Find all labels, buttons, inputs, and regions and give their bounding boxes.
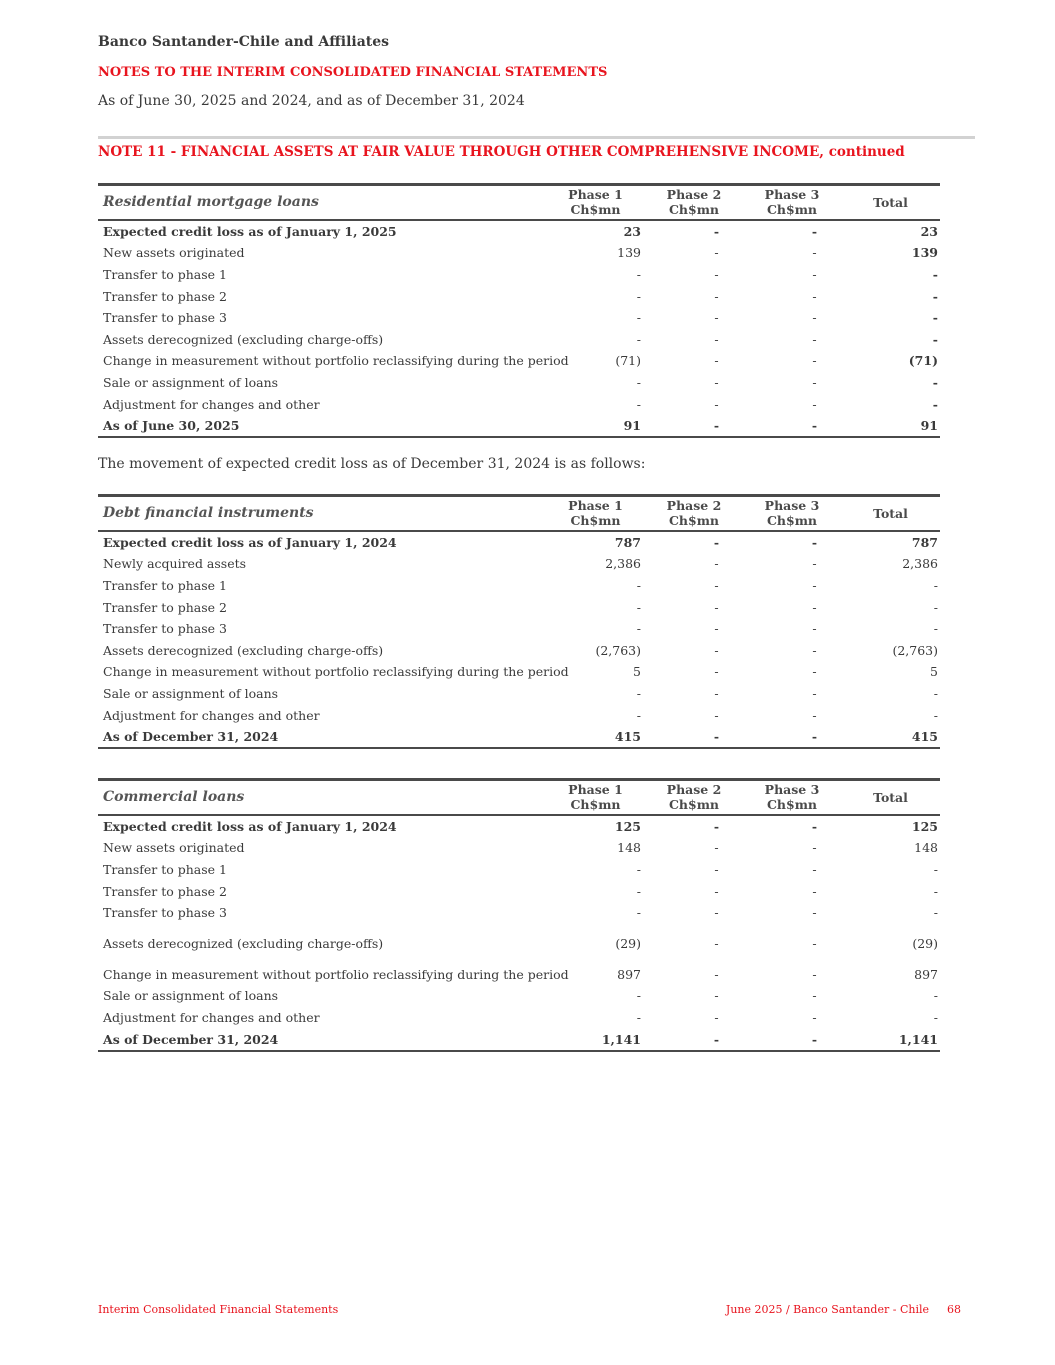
- page-number: 68: [947, 1303, 961, 1316]
- table-row: [98, 1028, 940, 1051]
- total-value: 2,386: [902, 556, 938, 572]
- column-header-total: Total: [841, 496, 940, 531]
- total-value: -: [932, 396, 938, 412]
- phase3-value: -: [812, 642, 817, 658]
- phase3-value: -: [743, 1028, 841, 1051]
- row-label: Transfer to phase 3: [103, 621, 227, 637]
- table-row: [98, 350, 940, 372]
- table-title: Residential mortgage loans: [98, 185, 546, 220]
- phase3-value: -: [812, 685, 817, 701]
- phase3-value: -: [812, 621, 817, 637]
- company-name: Banco Santander-Chile and Affiliates: [98, 34, 390, 50]
- phase1-value: -: [636, 266, 641, 282]
- total-value: 148: [914, 840, 938, 856]
- phase2-value: -: [713, 534, 720, 550]
- phase2-value: -: [713, 818, 720, 834]
- phase2-value: -: [714, 966, 719, 982]
- phase2-value: -: [714, 642, 719, 658]
- phase2-value: -: [714, 707, 719, 723]
- row-label: Change in measurement without portfolio reclassifying during the period: [103, 664, 569, 680]
- total-value: -: [933, 883, 938, 899]
- table-row: [98, 285, 940, 307]
- footer-date-bank: June 2025 / Banco Santander - Chile: [725, 1303, 929, 1316]
- phase3-value: -: [811, 223, 818, 239]
- phase3-value: -: [812, 374, 817, 390]
- phase2-value: -: [714, 556, 719, 572]
- table-row: [98, 902, 940, 924]
- phase1-value: 125: [614, 818, 641, 834]
- table-row: [98, 661, 940, 683]
- table-row: [98, 704, 940, 726]
- row-label: Assets derecognized (excluding charge-offs): [103, 331, 384, 347]
- row-label: As of December 31, 2024: [98, 726, 546, 749]
- footer-document-title: Interim Consolidated Financial Statements: [98, 1303, 339, 1316]
- table-row: [98, 985, 940, 1007]
- row-label: Transfer to phase 3: [103, 905, 227, 921]
- column-header-phase3: Phase 3 Ch$mn: [743, 496, 841, 531]
- table-row: [98, 264, 940, 286]
- total-value: 897: [914, 966, 938, 982]
- total-value: -: [932, 288, 938, 304]
- phase3-value: -: [812, 707, 817, 723]
- notes-title: NOTES TO THE INTERIM CONSOLIDATED FINANCIAL STATEMENTS: [98, 65, 608, 80]
- note-title: NOTE 11 - FINANCIAL ASSETS AT FAIR VALUE THROUGH OTHER COMPREHENSIVE INCOME, continued: [98, 144, 905, 160]
- phase2-value: -: [714, 664, 719, 680]
- row-label: Change in measurement without portfolio reclassifying during the period: [103, 353, 569, 369]
- row-label: Expected credit loss as of January 1, 2025: [103, 223, 397, 239]
- column-header-phase3: Phase 3 Ch$mn: [743, 780, 841, 815]
- phase2-value: -: [714, 310, 719, 326]
- phase1-value: -: [636, 577, 641, 593]
- phase3-value: -: [812, 310, 817, 326]
- phase3-value: -: [811, 534, 818, 550]
- phase3-value: -: [812, 883, 817, 899]
- phase1-value: -: [636, 707, 641, 723]
- phase1-value: 1,141: [546, 1028, 645, 1051]
- column-header-phase1: Phase 1 Ch$mn: [546, 496, 645, 531]
- phase2-value: -: [714, 331, 719, 347]
- total-value: -: [933, 988, 938, 1004]
- total-value: -: [933, 707, 938, 723]
- phase3-value: -: [812, 905, 817, 921]
- phase3-value: -: [812, 245, 817, 261]
- total-value: -: [932, 266, 938, 282]
- phase2-value: -: [714, 396, 719, 412]
- residential-mortgage-loans-table: [98, 183, 940, 438]
- phase2-value: -: [714, 988, 719, 1004]
- phase1-value: -: [636, 396, 641, 412]
- phase1-value: -: [636, 288, 641, 304]
- row-label: Expected credit loss as of January 1, 2024: [103, 534, 397, 550]
- total-value: -: [933, 621, 938, 637]
- phase1-value: -: [636, 1009, 641, 1025]
- phase1-value: (2,763): [595, 642, 641, 658]
- phase1-value: 2,386: [605, 556, 641, 572]
- table-row: [98, 553, 940, 575]
- table-row: [98, 242, 940, 264]
- table-row: [98, 963, 940, 985]
- phase1-value: 415: [546, 726, 645, 749]
- row-label: New assets originated: [103, 840, 245, 856]
- table-header-row: [98, 496, 940, 531]
- total-value: 125: [911, 818, 938, 834]
- total-value: -: [933, 577, 938, 593]
- table-row: [98, 726, 940, 749]
- row-label: Transfer to phase 2: [103, 883, 227, 899]
- phase1-value: -: [636, 861, 641, 877]
- footer-right: [726, 1303, 961, 1316]
- row-label: Transfer to phase 1: [103, 577, 227, 593]
- phase1-value: -: [636, 310, 641, 326]
- phase3-value: -: [812, 577, 817, 593]
- phase2-value: -: [714, 621, 719, 637]
- phase3-value: -: [812, 664, 817, 680]
- column-header-total: Total: [841, 780, 940, 815]
- total-value: -: [933, 861, 938, 877]
- phase3-value: -: [812, 1009, 817, 1025]
- phase1-value: -: [636, 621, 641, 637]
- table-row: [98, 683, 940, 705]
- phase3-value: -: [812, 840, 817, 856]
- total-value: (71): [908, 353, 938, 369]
- table-row: [98, 923, 940, 963]
- phase2-value: -: [714, 685, 719, 701]
- phase1-value: -: [636, 599, 641, 615]
- phase2-value: -: [645, 415, 743, 438]
- phase3-value: -: [812, 266, 817, 282]
- commercial-loans-table: [98, 778, 940, 1052]
- row-label: Sale or assignment of loans: [103, 374, 279, 390]
- phase2-value: -: [714, 353, 719, 369]
- phase2-value: -: [714, 935, 719, 951]
- column-header-total: Total: [841, 185, 940, 220]
- phase3-value: -: [812, 353, 817, 369]
- table-row: [98, 575, 940, 597]
- column-header-phase2: Phase 2 Ch$mn: [645, 185, 743, 220]
- phase2-value: -: [714, 1009, 719, 1025]
- phase3-value: -: [812, 331, 817, 347]
- row-label: Transfer to phase 1: [103, 861, 227, 877]
- row-label: Adjustment for changes and other: [103, 707, 320, 723]
- row-label: Transfer to phase 1: [103, 266, 227, 282]
- row-label: Sale or assignment of loans: [103, 685, 279, 701]
- table-row: [98, 328, 940, 350]
- row-label: Sale or assignment of loans: [103, 988, 279, 1004]
- phase3-value: -: [812, 599, 817, 615]
- column-header-phase1: Phase 1 Ch$mn: [546, 185, 645, 220]
- phase3-value: -: [812, 988, 817, 1004]
- phase1-value: (29): [615, 935, 641, 951]
- phase3-value: -: [811, 818, 818, 834]
- phase3-value: -: [812, 288, 817, 304]
- report-period: As of June 30, 2025 and 2024, and as of December 31, 2024: [98, 93, 525, 109]
- phase1-value: 897: [617, 966, 641, 982]
- row-label: As of December 31, 2024: [98, 1028, 546, 1051]
- row-label: New assets originated: [103, 245, 245, 261]
- movement-paragraph: The movement of expected credit loss as of December 31, 2024 is as follows:: [98, 456, 646, 472]
- total-value: 91: [841, 415, 940, 438]
- phase2-value: -: [714, 577, 719, 593]
- total-value: 5: [930, 664, 938, 680]
- phase2-value: -: [645, 1028, 743, 1051]
- total-value: 787: [911, 534, 938, 550]
- phase1-value: (71): [615, 353, 641, 369]
- phase1-value: -: [636, 883, 641, 899]
- row-label: Assets derecognized (excluding charge-offs): [103, 642, 384, 658]
- row-label: Adjustment for changes and other: [103, 1009, 320, 1025]
- phase1-value: -: [636, 374, 641, 390]
- table-row: [98, 837, 940, 859]
- table-row: [98, 307, 940, 329]
- debt-financial-instruments-table: [98, 494, 940, 749]
- table-row: [98, 880, 940, 902]
- total-value: -: [933, 1009, 938, 1025]
- phase3-value: -: [812, 396, 817, 412]
- phase1-value: 787: [614, 534, 641, 550]
- phase1-value: 139: [617, 245, 641, 261]
- table-header-row: [98, 185, 940, 220]
- total-value: -: [933, 905, 938, 921]
- phase1-value: 91: [546, 415, 645, 438]
- phase3-value: -: [812, 556, 817, 572]
- phase2-value: -: [714, 599, 719, 615]
- phase2-value: -: [714, 905, 719, 921]
- row-label: As of June 30, 2025: [98, 415, 546, 438]
- phase2-value: -: [714, 288, 719, 304]
- column-header-phase2: Phase 2 Ch$mn: [645, 780, 743, 815]
- phase2-value: -: [714, 861, 719, 877]
- total-value: 415: [841, 726, 940, 749]
- header-divider: [98, 136, 975, 139]
- table-row: [98, 1007, 940, 1029]
- table-row: [98, 596, 940, 618]
- table-row: [98, 415, 940, 438]
- column-header-phase1: Phase 1 Ch$mn: [546, 780, 645, 815]
- total-value: (2,763): [892, 642, 938, 658]
- row-label: Adjustment for changes and other: [103, 396, 320, 412]
- table-row: [98, 618, 940, 640]
- phase2-value: -: [714, 266, 719, 282]
- total-value: -: [932, 331, 938, 347]
- phase3-value: -: [812, 966, 817, 982]
- table-row: [98, 815, 940, 838]
- table-row: [98, 639, 940, 661]
- total-value: 23: [920, 223, 938, 239]
- phase1-value: -: [636, 988, 641, 1004]
- phase1-value: 5: [633, 664, 641, 680]
- phase1-value: -: [636, 331, 641, 347]
- phase1-value: 23: [623, 223, 641, 239]
- total-value: -: [932, 310, 938, 326]
- total-value: -: [932, 374, 938, 390]
- column-header-phase2: Phase 2 Ch$mn: [645, 496, 743, 531]
- phase2-value: -: [714, 245, 719, 261]
- phase1-value: -: [636, 905, 641, 921]
- phase3-value: -: [743, 415, 841, 438]
- phase3-value: -: [743, 726, 841, 749]
- phase2-value: -: [714, 374, 719, 390]
- row-label: Transfer to phase 2: [103, 599, 227, 615]
- row-label: Assets derecognized (excluding charge-offs): [103, 935, 384, 951]
- table-title: Debt financial instruments: [98, 496, 546, 531]
- row-label: Expected credit loss as of January 1, 2024: [103, 818, 397, 834]
- phase3-value: -: [812, 935, 817, 951]
- table-row: [98, 220, 940, 243]
- table-row: [98, 372, 940, 394]
- phase2-value: -: [645, 726, 743, 749]
- total-value: 139: [911, 245, 938, 261]
- row-label: Newly acquired assets: [103, 556, 247, 572]
- row-label: Change in measurement without portfolio reclassifying during the period: [103, 966, 569, 982]
- table-header-row: [98, 780, 940, 815]
- total-value: -: [933, 599, 938, 615]
- phase3-value: -: [812, 861, 817, 877]
- total-value: -: [933, 685, 938, 701]
- table-row: [98, 531, 940, 554]
- table-row: [98, 393, 940, 415]
- row-label: Transfer to phase 2: [103, 288, 227, 304]
- table-row: [98, 859, 940, 881]
- row-label: Transfer to phase 3: [103, 310, 227, 326]
- phase1-value: 148: [617, 840, 641, 856]
- column-header-phase3: Phase 3 Ch$mn: [743, 185, 841, 220]
- total-value: (29): [912, 935, 938, 951]
- phase2-value: -: [713, 223, 720, 239]
- phase1-value: -: [636, 685, 641, 701]
- phase2-value: -: [714, 840, 719, 856]
- phase2-value: -: [714, 883, 719, 899]
- table-title: Commercial loans: [98, 780, 546, 815]
- total-value: 1,141: [841, 1028, 940, 1051]
